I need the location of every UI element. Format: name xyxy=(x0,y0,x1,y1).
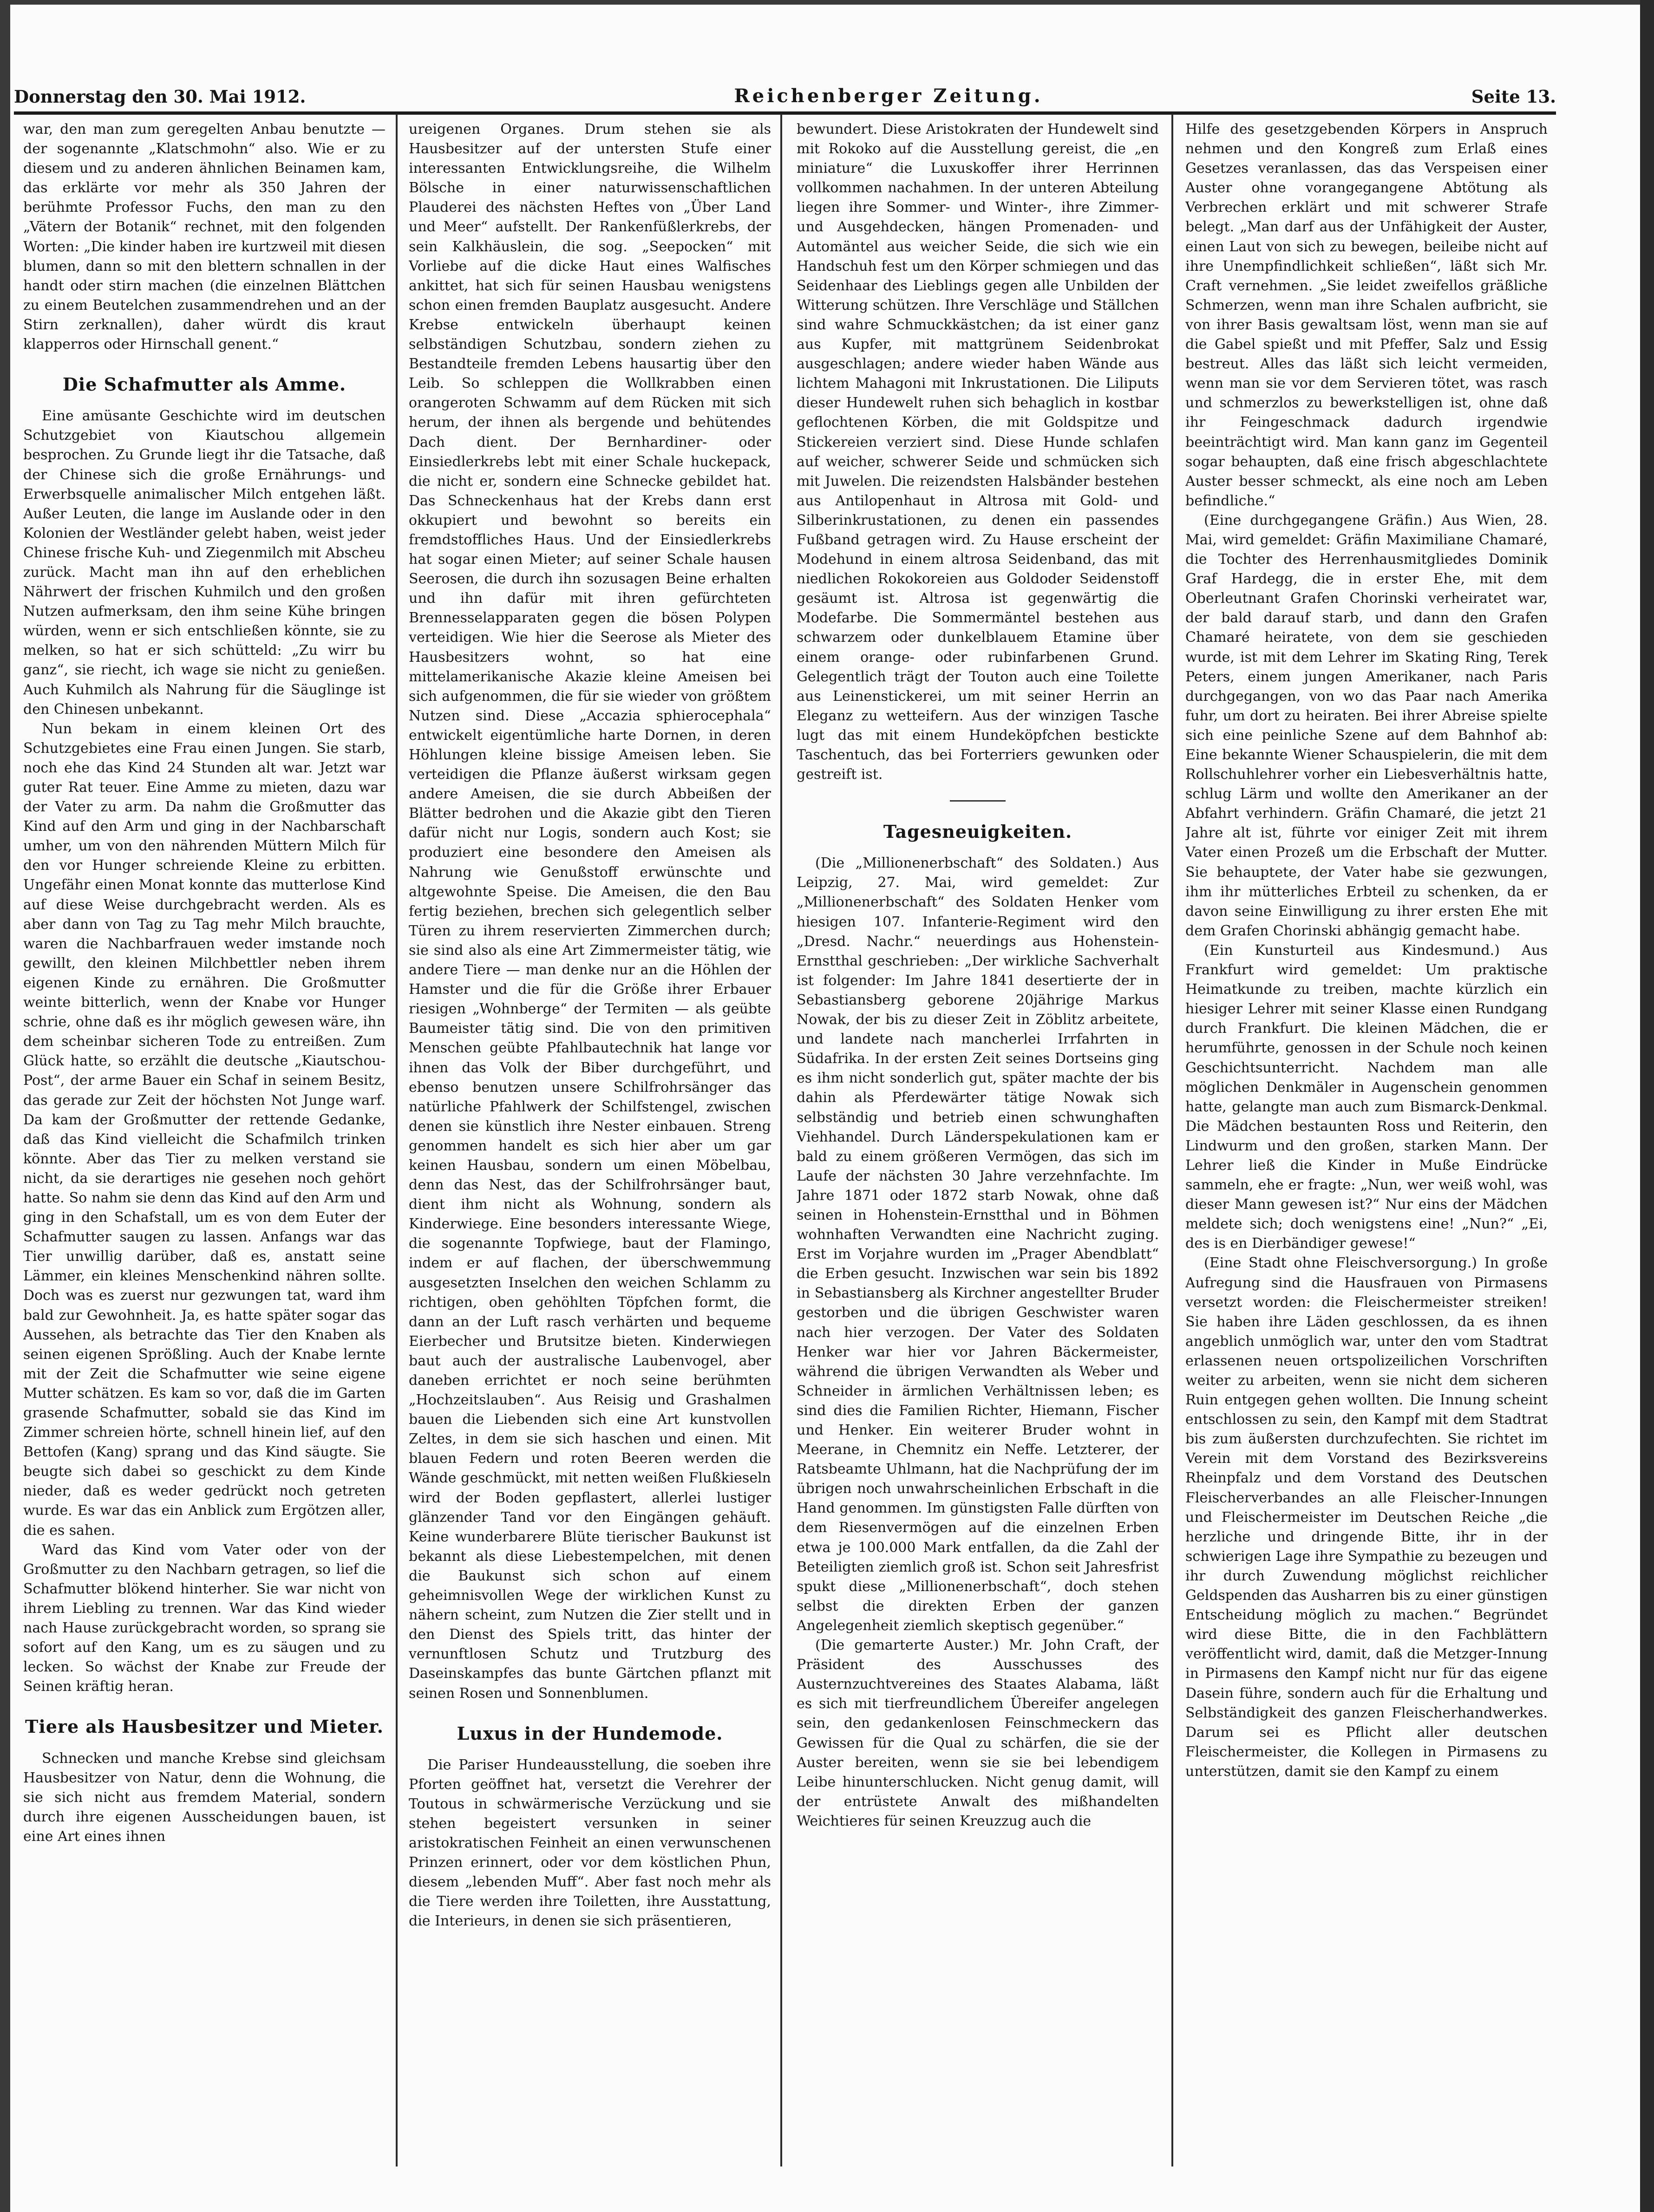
header-rule xyxy=(14,111,1556,115)
article-paragraph: Hilfe des gesetzgebenden Körpers in Anspruch nehmen und den Kongreß zum Erlaß eines Gesetzes veranlassen, das das Verspeisen einer Auster ohne vorangegangene Abtötung als Verbrechen erklärt und mit schwerer Strafe belegt. „Man darf aus der Unfähigkeit der Auster, einen Laut von sich zu bewegen, beileibe nicht auf ihre Unempfindlichkeit schließen“, läßt sich Mr. Craft vernehmen. „Sie leidet zweifellos gräßliche Schmerzen, wenn man ihre Schalen aufbricht, sie von ihrer Basis gewaltsam löst, wenn man sie auf die Gabel spießt und mit Pfeffer, Salz und Essig bestreut. Alles das läßt sich leicht vermeiden, wenn man sie vor dem Servieren tötet, was rasch und schmerzlos zu bewerkstelligen ist, ohne daß ihr Feingeschmack dadurch irgendwie beeinträchtigt wird. Man kann ganz im Gegenteil sogar behaupten, daß eine frisch abgeschlachtete Auster besser schmeckt, als eine noch am Leben befindliche.“ xyxy=(1185,121,1548,509)
column-divider xyxy=(780,114,782,2166)
article-headline: Die Schafmutter als Amme. xyxy=(62,374,346,395)
scan-edge-left xyxy=(0,0,10,2212)
article-paragraph: war, den man zum geregelten Anbau benutzte — der sogenannte „Klatschmohn“ also. Wie er zu diesem und zu anderen ähnlichen Beinamen kam, das erklärte vor mehr als 350 Jahren der berühmte Professor Fuchs, den man zu den „Vätern der Botanik“ rechnet, mit den folgenden Worten: „Die kinder haben ire kurtzweil mit diesen blumen, dann so mit den blettern schnallen in der handt oder stirn machen (die einzelnen Blättchen zu einem Beutelchen zusammendrehen und an der Stirn zerknallen), daher würdt dis kraut klapperros oder Hirnschall genent.“ xyxy=(23,121,386,353)
column-4 xyxy=(1185,120,1548,2163)
article-paragraph: (Die „Millionenerbschaft“ des Soldaten.) Aus Leipzig, 27. Mai, wird gemeldet: Zur „Millionenerbschaft“ des Soldaten Henker vom hiesigen 107. Infanterie-Regiment wird den „Dresd. Nachr.“ neuerdings aus Hohenstein-Ernstthal geschrieben: „Der wirkliche Sachverhalt ist folgender: Im Jahre 1841 desertierte der in Sebastiansberg geborene 20jährige Markus Nowak, der bis zu dieser Zeit in Zöblitz arbeitete, und landete nach mancherlei Irrfahrten in Südafrika. In der ersten Zeit seines Dortseins ging es ihm nicht sonderlich gut, später machte der bis dahin als Pferdewärter tätige Nowak sich selbständig und betrieb einen schwunghaften Viehhandel. Durch Länderspekulationen kam er bald zu einem größeren Vermögen, das sich im Laufe der nächsten 30 Jahre verzehnfachte. Im Jahre 1871 oder 1872 starb Nowak, ohne daß seinen in Hohenstein-Ernstthal und in Böhmen wohnhaften Verwandten eine Nachricht zuging. Erst im Vorjahre wurden im „Prager Abendblatt“ die Erben gesucht. Inzwischen war sein bis 1892 in Sebastiansberg als Kirchner angestellter Bruder gestorben und die übrigen Geschwister waren nach hier verzogen. Der Vater des Soldaten Henker war hier vor Jahren Bäckermeister, während die übrigen Verwandten als Weber und Schneider in ärmlichen Verhältnissen leben; es sind dies die Familien Richter, Hiemann, Fischer und Henker. Ein weiterer Bruder wohnt in Meerane, in Chemnitz ein Neffe. Letzterer, der Ratsbeamte Uhlmann, hat die Nachprüfung der im übrigen noch unwahrscheinlichen Erbschaft in die Hand genommen. Im günstigsten Falle dürften von dem Riesenvermögen auf die einzelnen Erben etwa je 100.000 Mark entfallen, da die Zahl der Beteiligten ziemlich groß ist. Schon seit Jahresfrist spukt diese „Millionenerbschaft“, doch stehen selbst die direkten Erben der ganzen Angelegenheit ziemlich skeptisch gegenüber.“ xyxy=(797,855,1159,1634)
column-divider xyxy=(396,114,398,2166)
article-paragraph: Eine amüsante Geschichte wird im deutschen Schutzgebiet von Kiautschou allgemein besprochen. Zu Grunde liegt ihr die Tatsache, daß der Chinese sich die große Ernährungs- und Erwerbsquelle animalischer Milch entgehen läßt. Außer Leuten, die lange im Auslande oder in den Kolonien der Westländer gelebt haben, weist jeder Chinese frische Kuh- und Ziegenmilch mit Abscheu zurück. Macht man ihn auf den erheblichen Nährwert der frischen Kuhmilch und den großen Nutzen aufmerksam, den ihm seine Kühe bringen würden, wenn er sich entschließen könnte, sie zu melken, so hat er sich schütteld: „Zu wirr bu ganz“, sie riecht, ich wage sie nicht zu genießen. Auch Kuhmilch als Nahrung für die Säuglinge ist den Chinesen unbekannt. xyxy=(23,408,386,718)
scan-edge-top xyxy=(0,0,1654,5)
header-date: Donnerstag den 30. Mai 1912. xyxy=(14,86,306,107)
article-paragraph: Nun bekam in einem kleinen Ort des Schutzgebietes eine Frau einen Jungen. Sie starb, noch ehe das Kind 24 Stunden alt war. Jetzt war guter Rat teuer. Eine Amme zu mieten, dazu war der Vater zu arm. Da nahm die Großmutter das Kind auf den Arm und ging in der Nachbarschaft umher, um von den nährenden Müttern Milch für den vor Hunger schreiende Kleine zu erbitten. Ungefähr einen Monat konnte das mutterlose Kind auf diese Weise durchgebracht werden. Als es aber dann von Tag zu Tag mehr Milch brauchte, waren die Nachbarfrauen weder imstande noch gewillt, den kleinen Milchbettler neben ihrem eigenen Kinde zu ernähren. Die Großmutter weinte bitterlich, wenn der Knabe vor Hunger schrie, ohne daß es ihr möglich gewesen wäre, ihn dem scheinbar sicheren Tode zu entreißen. Zum Glück hatte, so erzählt die deutsche „Kiautschou-Post“, der arme Bauer ein Schaf in seinem Besitz, das gerade zur Zeit der höchsten Not Junge warf. Da kam der Großmutter der rettende Gedanke, daß das Kind vielleicht die Schafmilch trinken könnte. Aber das Tier zu melken verstand sie nicht, da sie derartiges nie gesehen noch gehört hatte. So nahm sie denn das Kind auf den Arm und ging in den Schafstall, um es von dem Euter der Schafmutter saugen zu lassen. Anfangs war das Tier unwillig darüber, daß es, anstatt seine Lämmer, ein kleines Menschenkind nähren sollte. Doch was es zuerst nur gezwungen tat, ward ihm bald zur Gewohnheit. Ja, es hatte später sogar das Aussehen, als betrachte das Tier den Knaben als seinen eigenen Sprößling. Auch der Knabe lernte mit der Zeit die Schafmutter wie seine eigene Mutter schätzen. Es kam so vor, daß die im Garten grasende Schafmutter, sobald sie das Kind im Zimmer schreien hörte, schnell hinein lief, auf den Bettofen (Kang) sprang und das Kind säugte. Sie beugte sich dabei so geschickt zu dem Kinde nieder, daß es weder gedrückt noch getreten wurde. Es war das ein Anblick zum Ergötzen aller, die es sahen. xyxy=(23,720,386,1539)
article-headline: Tiere als Hausbesitzer und Mieter. xyxy=(25,1716,384,1737)
article-paragraph: Schnecken und manche Krebse sind gleichsam Hausbesitzer von Natur, denn die Wohnung, die sie sich nicht aus fremdem Material, sondern durch ihre eigenen Ausscheidungen bauen, ist eine Art eines ihnen xyxy=(23,1750,386,1845)
article-paragraph: (Ein Kunsturteil aus Kindesmund.) Aus Frankfurt wird gemeldet: Um praktische Heimatkunde zu treiben, machte kürzlich ein hiesiger Lehrer mit seiner Klasse einen Rundgang durch Frankfurt. Die kleinen Mädchen, die er herumführte, genossen in der Schule noch keinen Geschichtsunterricht. Nachdem man alle möglichen Denkmäler in Augenschein genommen hatte, gelangte man auch zum Bismarck-Denkmal. Die Mädchen bestaunten Ross und Reiterin, den Lindwurm und den großen, starken Mann. Der Lehrer ließ die Kinder in Muße Eindrücke sammeln, ehe er fragte: „Nun, wer weiß wohl, was dieser Mann gewesen ist?“ Nur eins der Mädchen meldete sich; doch wenigstens eine! „Nun?“ „Ei, des is en Dierbändiger gewese!“ xyxy=(1185,942,1548,1252)
article-paragraph: Ward das Kind vom Vater oder von der Großmutter zu den Nachbarn getragen, so lief die Schafmutter blökend hinterher. Sie war nicht von ihrem Liebling zu trennen. War das Kind wieder nach Hause zurückgebracht worden, so sprang sie sofort auf den Kang, um es zu säugen und zu lecken. So wächst der Knabe zur Freude der Seinen kräftig heran. xyxy=(23,1541,386,1695)
column-divider xyxy=(1171,114,1173,2166)
column-3 xyxy=(797,120,1159,2163)
article-paragraph: bewundert. Diese Aristokraten der Hundewelt sind mit Rokoko auf die Ausstellung gereist, die „en miniature“ die Luxuskoffer ihrer Herrinnen vollkommen nachahmen. In der unteren Abteilung liegen ihre Sommer- und Winter-, ihre Zimmer- und Ausgehdecken, hängen Promenaden- und Automäntel aus weicher Seide, die sich wie ein Handschuh fest um den Körper schmiegen und das Seidenhaar des Lieblings gegen alle Unbilden der Witterung schützen. Ihre Verschläge und Ställchen sind wahre Schmuckkästchen; da ist einer ganz aus Kupfer, mit mattgrünem Seidenbrokat ausgeschlagen; andere wieder haben Wände aus lichtem Mahagoni mit Inkrustationen. Die Liliputs dieser Hundewelt ruhen sich behaglich in kostbar geflochtenen Körben, die mit Goldspitze und Stickereien verziert sind. Diese Hunde schlafen auf weicher, schwerer Seide und schmücken sich mit Juwelen. Die reizendsten Halsbänder bestehen aus Antilopenhaut in Altrosa mit Gold- und Silberinkrustationen, zu denen ein passendes Fußband getragen wird. Zu Hause erscheint der Modehund in einem altrosa Seidenband, das mit niedlichen Rokokoreien aus Goldoder Seidenstoff gesäumt ist. Altrosa ist gegenwärtig die Modefarbe. Die Sommermäntel bestehen aus schwarzem oder dunkelblauem Etamine über einem orange- oder rubinfarbenen Grund. Gelegentlich trägt der Touton auch eine Toilette aus Leinenstickerei, um mit seiner Herrin an Eleganz zu wetteifern. Aus der winzigen Tasche lugt das mit einem Hundeköpfchen bestickte Taschentuch, das bei Forterriers gewunken oder gestreift ist. xyxy=(797,121,1159,783)
page-number: Seite 13. xyxy=(1471,86,1556,107)
article-paragraph: (Die gemarterte Auster.) Mr. John Craft, der Präsident des Ausschusses des Austernzuchtvereines des Staates Alabama, läßt es sich mit tierfreundlichem Übereifer angelegen sein, den gedankenlosen Feinschmeckern das Gewissen für die Qual zu schärfen, die sie der Auster bereiten, wenn sie sie bei lebendigem Leibe hinunterschlucken. Nicht genug damit, will der entrüstete Anwalt des mißhandelten Weichtieres für seinen Kreuzzug auch die xyxy=(797,1637,1159,1829)
column-1 xyxy=(23,120,386,2163)
article-headline: Tagesneuigkeiten. xyxy=(883,821,1072,842)
article-paragraph: ureigenen Organes. Drum stehen sie als Hausbesitzer auf der untersten Stufe einer interessanten Entwicklungsreihe, die Wilhelm Bölsche in einer naturwissenschaftlichen Plauderei des nächsten Heftes von „Über Land und Meer“ aufstellt. Der Rankenfüßlerkrebs, der sein Kalkhäuslein, die sog. „Seepocken“ mit Vorliebe auf die dicke Haut eines Walfisches ankittet, hat sich für seinen Hausbau wenigstens schon einen fremden Bauplatz ausgesucht. Andere Krebse entwickeln überhaupt keinen selbständigen Schutzbau, sondern ziehen zu Bestandteile fremden Lebens hausartig über den Leib. So schleppen die Wollkrabben einen orangeroten Schwamm auf dem Rücken mit sich herum, der ihnen als bergende und behütendes Dach dient. Der Bernhardiner- oder Einsiedlerkrebs lebt mit einer Schale huckepack, die nicht er, sondern eine Schnecke gebildet hat. Das Schneckenhaus hat der Krebs dann erst okkupiert und bewohnt so bereits ein fremdstoffliches Haus. Und der Einsiedlerkrebs hat sogar einen Mieter; auf seiner Schale hausen Seerosen, die durch ihn sozusagen Beine erhalten und ihn dafür mit ihren gefürchteten Brennesselapparaten gegen die bösen Polypen verteidigen. Wie hier die Seerose als Mieter des Hausbesitzers wohnt, so hat eine mittelamerikanische Akazie kleine Ameisen bei sich aufgenommen, die für sie wieder von größtem Nutzen sind. Diese „Accazia sphierocephala“ entwickelt eigentümliche harte Dornen, in deren Höhlungen kleine bissige Ameisen leben. Sie verteidigen die Pflanze äußerst wirksam gegen andere Ameisen, die sie durch Abbeißen der Blätter bedrohen und die Akazie gibt den Tieren dafür nicht nur Logis, sondern auch Kost; sie produziert eine besondere den Ameisen als Nahrung wie Genußstoff erwünschte und altgewohnte Speise. Die Ameisen, die den Bau fertig beziehen, brechen sich gelegentlich selber Türen zu ihrem reservierten Zimmerchen durch; sie sind also als eine Art Zimmermeister tätig, wie andere Tiere — man denke nur an die Höhlen der Hamster und die für die Größe ihrer Erbauer riesigen „Wohnberge“ der Termiten — als geübte Baumeister tätig sind. Die von den primitiven Menschen geübte Pfahlbautechnik hat lange vor ihnen das Volk der Biber durchgeführt, und ebenso benutzen unsere Schilfrohrsänger das natürliche Pfahlwerk der Schilfstengel, zwischen denen sie künstlich ihre Nester einbauen. Streng genommen handelt es sich hier aber um gar keinen Hausbau, sondern um einen Möbelbau, denn das Nest, das der Schilfrohrsänger baut, dient ihm nicht als Wohnung, sondern als Kinderwiege. Eine besonders interessante Wiege, die sogenannte Topfwiege, baut der Flamingo, indem er auf flachen, der überschwemmung ausgesetzten Inselchen den weichen Schlamm zu richtigen, oben gehöhlten Töpfchen formt, die dann an der Luft rasch verhärten und bequeme Eierbecher und Brutsitze bieten. Kinderwiegen baut auch der australische Laubenvogel, aber daneben errichtet er noch seine berühmten „Hochzeitslauben“. Aus Reisig und Grashalmen bauen die Liebenden sich eine Art kunstvollen Zeltes, in dem sie sich haschen und einen. Mit blauen Federn und roten Beeren werden die Wände geschmückt, mit netten weißen Flußkieseln wird der Boden gepflastert, allerlei lustiger glänzender Tand vor den Eingängen gehäuft. Keine wunderbarere Blüte tierischer Baukunst ist bekannt als diese Liebestempelchen, mit denen die Baukunst sich schon auf einem geheimnisvollen Wege der wirklichen Kunst zu nähern scheint, zum Nutzen die Zier stellt und in den Dienst des Spiels tritt, das hinter der vernunftlosen Schutz und Trutzburg des Daseinskampfes das bunte Gärtchen pflanzt mit seinen Rosen und Sonnenblumen. xyxy=(409,121,771,1702)
scan-edge-right xyxy=(1640,0,1654,2212)
section-separator xyxy=(950,800,1006,802)
column-2 xyxy=(409,120,771,2163)
article-paragraph: Die Pariser Hundeausstellung, die soeben ihre Pforten geöffnet hat, versetzt die Verehrer der Toutous in schwärmerische Verzückung und sie stehen begeistert versunken in seiner aristokratischen Feinheit an einen verwunschenen Prinzen erinnert, oder vor dem köstlichen Phun, diesem „lebenden Muff“. Aber fast noch mehr als die Tiere werden ihre Toiletten, ihre Ausstattung, die Interieurs, in denen sie sich präsentieren, xyxy=(409,1756,771,1930)
page-header xyxy=(14,79,1556,107)
article-paragraph: (Eine durchgegangene Gräfin.) Aus Wien, 28. Mai, wird gemeldet: Gräfin Maximiliane Chamaré, die Tochter des Herrenhausmitgliedes Dominik Graf Hardegg, die in erster Ehe, mit dem Oberleutnant Grafen Chorinski verheiratet war, der bald darauf starb, und dann den Grafen Chamaré heiratete, von dem sie geschieden wurde, ist mit dem Lehrer im Skating Ring, Terek Peters, einem jungen Amerikaner, nach Paris durchgegangen, von wo das Paar nach Amerika fuhr, um dort zu heiraten. Bei ihrer Abreise spielte sich eine peinliche Szene auf dem Bahnhof ab: Eine bekannte Wiener Schauspielerin, die mit dem Rollschuhlehrer vorher ein Liebesverhältnis hatte, schlug Lärm und wollte den Amerikaner an der Abfahrt verhindern. Gräfin Chamaré, die jetzt 21 Jahre alt ist, führte vor einiger Zeit mit ihrem Vater einen Prozeß um die Erbschaft der Mutter. Sie behauptete, der Vater habe sie gezwungen, ihm ihr mütterliches Erbteil zu schenken, da er davon seine Einwilligung zu ihrer ersten Ehe mit dem Grafen Chorinski abhängig gemacht habe. xyxy=(1185,512,1548,939)
article-headline: Luxus in der Hundemode. xyxy=(457,1723,723,1744)
article-paragraph: (Eine Stadt ohne Fleischversorgung.) In große Aufregung sind die Hausfrauen von Pirmasens versetzt worden: die Fleischermeister streiken! Sie haben ihre Läden geschlossen, da es ihnen angeblich unmöglich war, unter den vom Stadtrat erlassenen neuen ortspolizeilichen Vorschriften weiter zu arbeiten, wenn sie nicht dem sicheren Ruin entgegen gehen wollten. Die Innung scheint entschlossen zu sein, den Kampf mit dem Stadtrat bis zum äußersten durchzufechten. Sie richtet im Verein mit dem Vorstand des Bezirksvereins Rheinpfalz und dem Vorstand des Deutschen Fleischerverbandes an alle Fleischer-Innungen und Fleischermeister im Deutschen Reiche „die herzliche und dringende Bitte, ihr in der schwierigen Lage ihre Sympathie zu bezeugen und ihr durch Zuwendung möglichst reichlicher Geldspenden das Ausharren bis zu einer günstigen Entscheidung möglich zu machen.“ Begründet wird diese Bitte, die in den Fachblättern veröffentlicht wird, damit, daß die Metzger-Innung in Pirmasens den Kampf nicht nur für das eigene Dasein führe, sondern auch für die Erhaltung und Selbständigkeit des ganzen Fleischerhandwerkes. Darum sei es Pflicht aller deutschen Fleischermeister, die Kollegen in Pirmasens zu unterstützen, damit sie den Kampf zu einem xyxy=(1185,1255,1548,1780)
newspaper-title: Reichenberger Zeitung. xyxy=(734,85,1043,107)
